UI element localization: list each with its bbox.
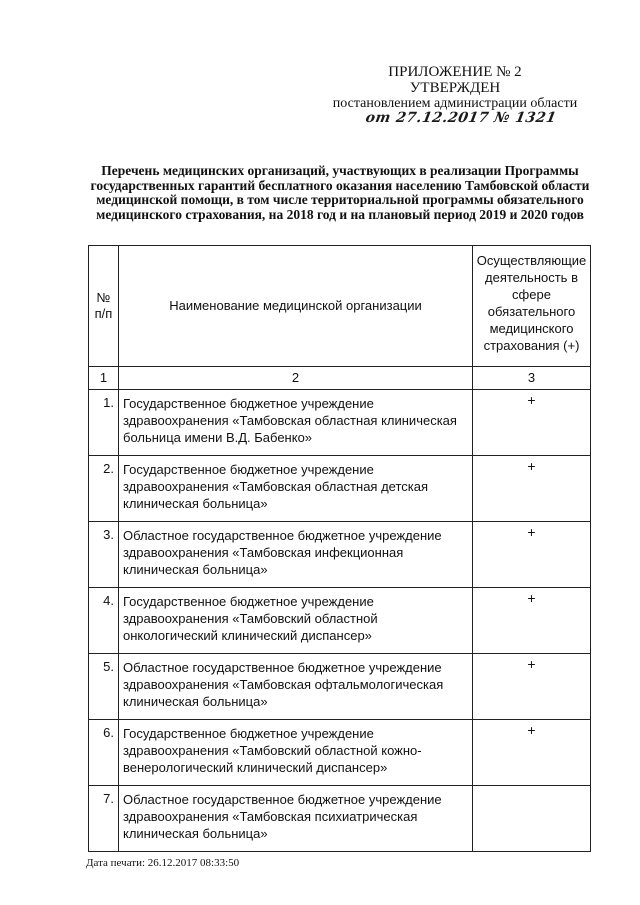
table-row xyxy=(89,390,591,456)
document-title: Перечень медицинских организаций, участвующих в реализации Программы государственных гарантий бесплатного оказания населению Тамбовской области медицинской помощи, в том числе территориальной программы обязательного медицинского страхования, на 2018 год и на плановый период 2019 и 2020 годов xyxy=(90,163,590,222)
oms-mark: + xyxy=(473,720,591,786)
row-number: 1. xyxy=(89,390,119,456)
oms-mark: + xyxy=(473,522,591,588)
row-number: 4. xyxy=(89,588,119,654)
table-row xyxy=(89,720,591,786)
row-number: 7. xyxy=(89,786,119,852)
column-number: 3 xyxy=(473,367,591,390)
oms-mark: + xyxy=(473,456,591,522)
oms-mark: + xyxy=(473,654,591,720)
column-number-row xyxy=(89,367,591,390)
table-header-row xyxy=(89,246,591,367)
column-number: 1 xyxy=(89,367,119,390)
row-number: 2. xyxy=(89,456,119,522)
organization-name: Государственное бюджетное учреждение здравоохранения «Тамбовский областной кожно-венерологический клинический диспансер» xyxy=(119,720,473,786)
oms-mark: + xyxy=(473,588,591,654)
header-organization-name: Наименование медицинской организации xyxy=(119,246,473,367)
organization-name: Областное государственное бюджетное учреждение здравоохранения «Тамбовская психиатрическая клиническая больница» xyxy=(119,786,473,852)
approved-by-text: постановлением администрации области xyxy=(332,96,578,111)
organizations-table xyxy=(88,245,591,852)
table-row xyxy=(89,786,591,852)
organization-name: Государственное бюджетное учреждение здравоохранения «Тамбовский областной онкологический клинический диспансер» xyxy=(119,588,473,654)
appendix-number: ПРИЛОЖЕНИЕ № 2 xyxy=(388,64,522,80)
table-row xyxy=(89,522,591,588)
table-row xyxy=(89,588,591,654)
print-date: Дата печати: 26.12.2017 08:33:50 xyxy=(86,857,240,869)
organization-name: Областное государственное бюджетное учреждение здравоохранения «Тамбовская офтальмологическая клиническая больница» xyxy=(119,654,473,720)
organization-name: Государственное бюджетное учреждение здравоохранения «Тамбовская областная клиническая больница имени В.Д. Бабенко» xyxy=(119,390,473,456)
row-number: 3. xyxy=(89,522,119,588)
table-row xyxy=(89,456,591,522)
row-number: 6. xyxy=(89,720,119,786)
oms-mark: + xyxy=(473,390,591,456)
approved-label: УТВЕРЖДЕН xyxy=(409,80,501,96)
organization-name: Областное государственное бюджетное учреждение здравоохранения «Тамбовская инфекционная клиническая больница» xyxy=(119,522,473,588)
appendix-block xyxy=(320,64,590,128)
header-number: № п/п xyxy=(89,246,119,367)
organization-name: Государственное бюджетное учреждение здравоохранения «Тамбовская областная детская клиническая больница» xyxy=(119,456,473,522)
table-row xyxy=(89,654,591,720)
row-number: 5. xyxy=(89,654,119,720)
oms-mark xyxy=(473,786,591,852)
handwritten-date-number: от 27.12.2017 № 1321 xyxy=(364,110,558,126)
column-number: 2 xyxy=(119,367,473,390)
header-oms-participation: Осуществляющие деятельность в сфере обязательного медицинского страхования (+) xyxy=(473,246,591,367)
